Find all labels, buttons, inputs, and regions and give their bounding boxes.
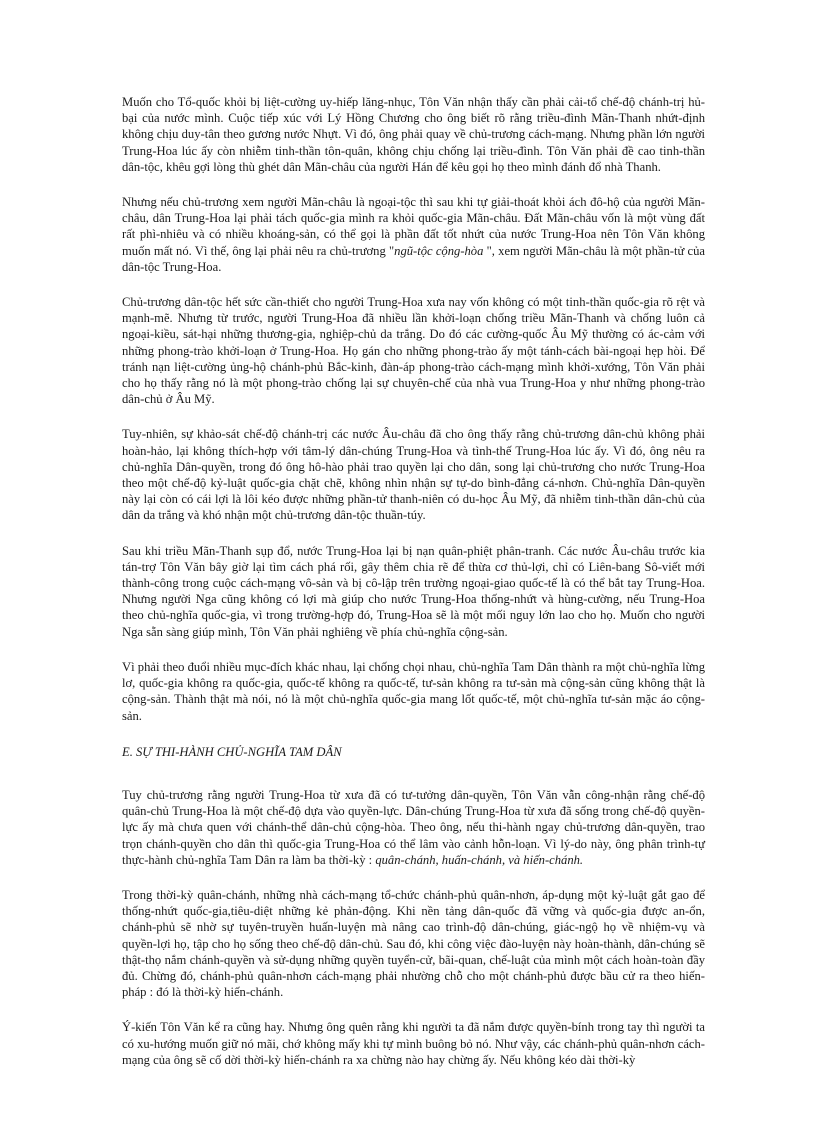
- paragraph-8-italic: quân-chánh, huấn-chánh, và hiến-chánh.: [375, 852, 584, 867]
- paragraph-2-text-a: Nhưng nếu chủ-trương xem người Mãn-châu là ngoại-tộc thì sau khi tự giải-thoát khỏi ách đô-hộ của người Mãn-châu, dân Trung-Hoa lại phải tách quốc-gia mình ra khỏi quốc-gia Mãn-châu. Đất Mãn-châu vốn là một vùng đất rất phì-nhiêu và có nhiều khoáng-sản, có thể gọi là phần đất tốt nhứt của nước Trung-Hoa nên Tôn Văn không muốn mất nó. Vì thế, ông lại phải nêu ra chủ-trương ": [122, 195, 705, 258]
- paragraph-8: [122, 787, 705, 868]
- paragraph-6: Vì phải theo đuổi nhiều mục-đích khác nhau, lại chống chọi nhau, chủ-nghĩa Tam Dân thành ra một chủ-nghĩa lừng lơ, quốc-gia không ra quốc-gia, quốc-tế không ra quốc-tế, tư-sản không ra tư-sản mà cộng-sản cũng không thật là cộng-sản. Thành thật mà nói, nó là một chủ-nghĩa quốc-gia mang lốt quốc-tế, một chủ-nghĩa tư-sản mặc áo cộng-sản.: [122, 659, 705, 723]
- paragraph-3: Chủ-trương dân-tộc hết sức cần-thiết cho người Trung-Hoa xưa nay vốn không có một tinh-thần quốc-gia rõ rệt và mạnh-mẽ. Nhưng từ trước, người Trung-Hoa đã nhiều lần khởi-loạn chống triều Mãn-Thanh và chống luôn cả ngoại-kiều, sát-hại những thương-gia, nghiệp-chủ da trắng. Do đó các cường-quốc Âu Mỹ thường có ác-cảm với những phong-trào khởi-loạn ở Trung-Hoa. Họ gán cho những phong-trào ấy một tánh-cách bài-ngoại hẹp hòi. Để tránh nạn liệt-cường ủng-hộ chánh-phủ Bắc-kinh, đàn-áp phong-trào cách-mạng mình khởi-xướng, Tôn Văn phải cho họ thấy rằng nó là một phong-trào chống lại sự chuyên-chế của nhà vua Trung-Hoa y như những phong-trào dân-chủ ở Âu Mỹ.: [122, 295, 705, 407]
- paragraph-9: Trong thời-kỳ quân-chánh, những nhà cách-mạng tổ-chức chánh-phủ quân-nhơn, áp-dụng một kỷ-luật gắt gao để thống-nhứt quốc-gia,tiêu-diệt những kẻ phản-động. Khi nền tảng dân-quốc đã vững và quốc-gia được an-ổn, chánh-phủ sẽ nhờ sự tuyên-truyền huấn-luyện mà nâng cao trình-độ dân-chúng, giác-ngộ họ về nhiệm-vụ và quyền-lợi họ, tập cho họ sống theo chế-độ dân-chủ. Sau đó, khi công việc đào-luyện này hoàn-thành, dân-chúng sẽ thật-thọ nắm chánh-quyền và sử-dụng những quyền tuyển-cử, bãi-quan, chế-luật của mình một cách hoàn-toàn đầy đủ. Chừng đó, chánh-phủ quân-nhơn cách-mạng phải nhường chỗ cho một chánh-phủ được bầu cử ra theo hiến-pháp : đó là thời-kỳ hiến-chánh.: [122, 887, 705, 1000]
- paragraph-5: Sau khi triều Mãn-Thanh sụp đổ, nước Trung-Hoa lại bị nạn quân-phiệt phân-tranh. Các nước Âu-châu trước kia tán-trợ Tôn Văn bây giờ lại tìm cách phá rối, gây thêm chia rẽ để thừa cơ thủ-lợi, chỉ có Liên-bang Sô-viết mới thành-công trong cuộc cách-mạng vô-sản và bị cô-lập trên trường ngoại-giao quốc-tế là có thể bắt tay Trung-Hoa. Nhưng người Nga cũng không có lợi mà giúp cho nước Trung-Hoa thống-nhứt và hùng-cường, nếu Trung-Hoa theo chủ-nghĩa quốc-gia, vì trong trường-hợp đó, Trung-Hoa sẽ là một mối nguy lớn lao cho họ. Muốn cho người Nga sẵn sàng giúp mình, Tôn Văn phải nghiêng về phía chủ-nghĩa cộng-sản.: [122, 543, 705, 639]
- paragraph-1: Muốn cho Tổ-quốc khỏi bị liệt-cường uy-hiếp lăng-nhục, Tôn Văn nhận thấy cần phải cải-tổ chế-độ chánh-trị hủ-bại của nước mình. Cuộc tiếp xúc với Lý Hồng Chương cho ông biết rõ rằng triều-đình Mãn-Thanh nhứt-định không chịu duy-tân theo gương nước Nhựt. Vì đó, ông phải quay về chủ-trương cách-mạng. Nhưng phần lớn người Trung-Hoa lúc ấy còn nhiễm tinh-thần tôn-quân, không chịu chống lại triều-đình. Tôn Văn phải đề cao tinh-thần dân-tộc, khêu gợi lòng thù ghét dân Mãn-châu của người Hán để kêu gọi họ theo mình đánh đổ nhà Thanh.: [122, 95, 705, 174]
- paragraph-8-text: Tuy chủ-trương rằng người Trung-Hoa từ xưa đã có tư-tưởng dân-quyền, Tôn Văn vẫn công-nhận rằng chế-độ quân-chủ Trung-Hoa là một chế-độ dựa vào quyền-lực. Dân-chúng Trung-Hoa từ xưa đã sống trong chế-độ quyền-lực ấy mà chưa quen với chánh-thể dân-chủ cộng-hòa. Theo ông, nếu thi-hành ngay chủ-trương dân-quyền, trao trọn chánh-quyền cho dân thì quốc-gia Trung-Hoa có thể lâm vào cảnh hỗn-loạn. Vì lý-do này, ông phân trình-tự thực-hành chủ-nghĩa Tam Dân ra làm ba thời-kỳ :: [122, 787, 705, 867]
- document-page: [122, 94, 705, 1087]
- paragraph-2: [122, 194, 705, 275]
- paragraph-2-text-b: ", xem người Mãn-châu là một phần-tử của dân-tộc Trung-Hoa.: [122, 243, 705, 274]
- paragraph-4: Tuy-nhiên, sự khảo-sát chế-độ chánh-trị các nước Âu-châu đã cho ông thấy rằng chủ-trương dân-chủ không phải hoàn-hảo, lại không thích-hợp với tâm-lý dân-chúng Trung-Hoa và tình-thế Trung-Hoa lúc ấy. Vì đó, ông nêu ra chủ-nghĩa Dân-quyền, trong đó ông hô-hào phải trao quyền lại cho dân, song lại chủ-trương cho nước Trung-Hoa theo một chế-độ kỷ-luật quốc-gia chặt chẽ, không nhìn nhận sự tự-do bình-đẳng cá-nhơn. Chủ-nghĩa Dân-quyền này lại còn có cái lợi là lôi kéo được những phần-tử thanh-niên có du-học Âu Mỹ, đã nhiễm tinh-thần dân-chủ của dân da trắng và khó nhận một chủ-trương dân-tộc thuần-túy.: [122, 427, 705, 523]
- paragraph-10: Ý-kiến Tôn Văn kể ra cũng hay. Nhưng ông quên rằng khi người ta đã nắm được quyền-bính trong tay thì người ta có xu-hướng muốn giữ nó mãi, chớ không mấy khi tự mình buông bỏ nó. Như vậy, các chánh-phủ quân-nhơn cách-mạng của ông sẽ cố dời thời-kỳ hiến-chánh ra xa chừng nào hay chừng ấy. Nếu không kéo dài thời-kỳ: [122, 1020, 705, 1067]
- section-heading: E. SỰ THI-HÀNH CHỦ-NGHĨA TAM DÂN: [122, 744, 342, 759]
- paragraph-2-italic: ngũ-tộc cộng-hòa: [394, 243, 484, 258]
